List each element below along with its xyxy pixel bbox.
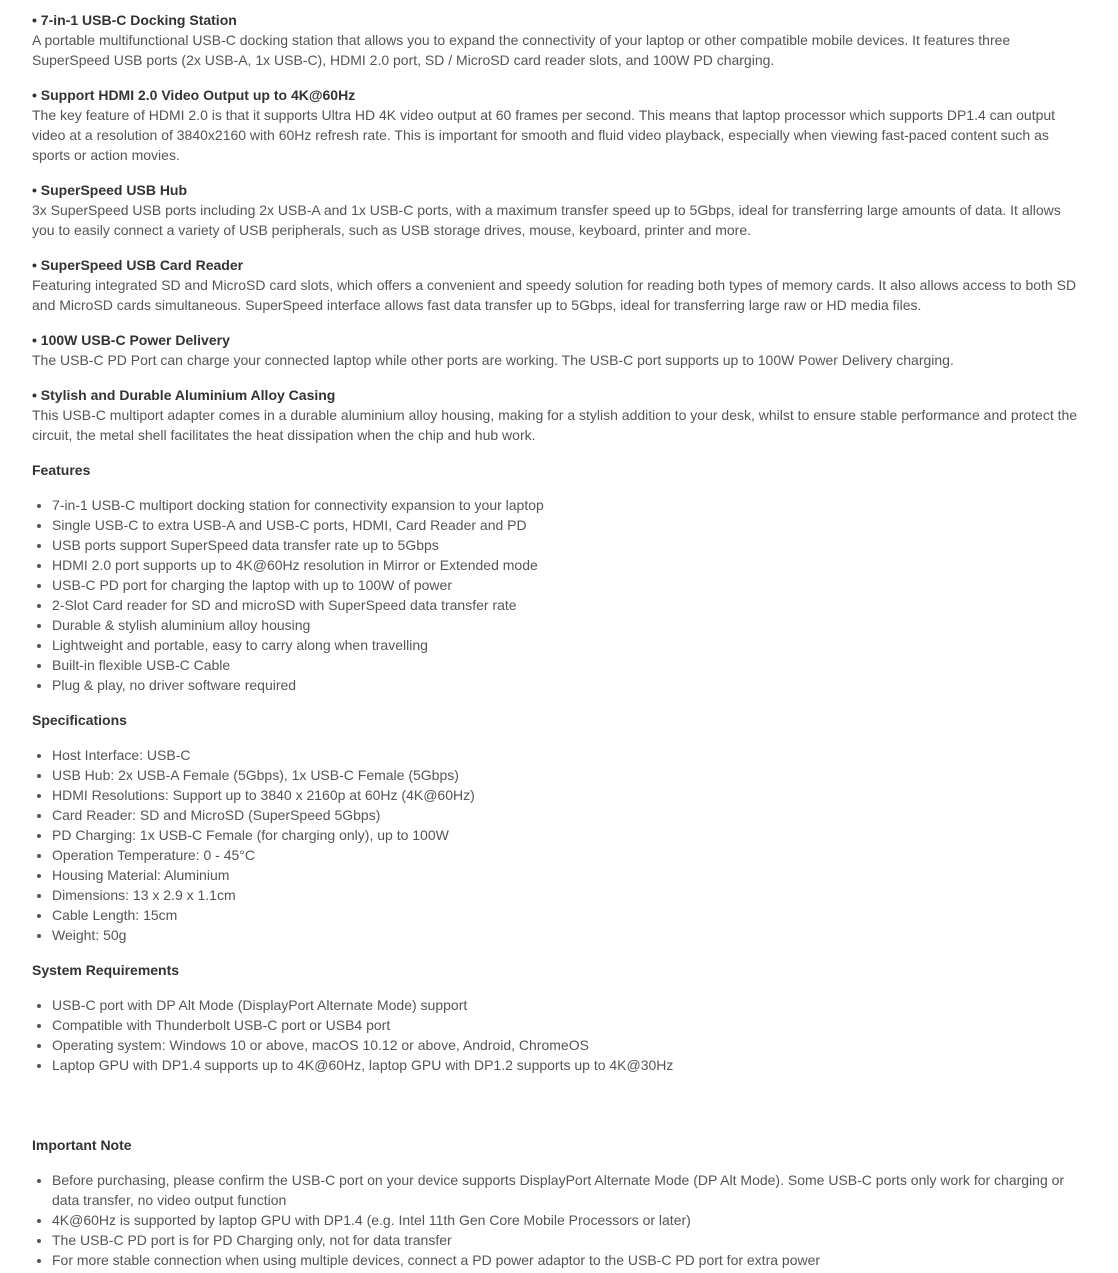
list-item: • 4K@60Hz is supported by laptop GPU with DP1.4 (e.g. Intel 11th Gen Core Mobile Processors or later): [52, 1210, 1078, 1230]
list-item: • Operation Temperature: 0 - 45°C: [52, 845, 1078, 865]
list-item: • 7-in-1 USB-C multiport docking station for connectivity expansion to your laptop: [52, 495, 1078, 515]
list-item: • The USB-C PD port is for PD Charging only, not for data transfer: [52, 1230, 1078, 1250]
list-item: • Lightweight and portable, easy to carry along when travelling: [52, 635, 1078, 655]
list-item: • Single USB-C to extra USB-A and USB-C ports, HDMI, Card Reader and PD: [52, 515, 1078, 535]
list-item: • PD Charging: 1x USB-C Female (for charging only), up to 100W: [52, 825, 1078, 845]
list-item: • Housing Material: Aluminium: [52, 865, 1078, 885]
section-usb-hub: [32, 180, 1078, 240]
list-item: • Dimensions: 13 x 2.9 x 1.1cm: [52, 885, 1078, 905]
features-list: [32, 495, 1078, 695]
system-requirements-list: [32, 995, 1078, 1075]
section-title: • Stylish and Durable Aluminium Alloy Casing: [32, 387, 336, 403]
list-item: • HDMI Resolutions: Support up to 3840 x 2160p at 60Hz (4K@60Hz): [52, 785, 1078, 805]
system-requirements-heading: System Requirements: [32, 962, 180, 978]
important-note-list: [32, 1170, 1078, 1270]
important-note-heading: Important Note: [32, 1137, 132, 1153]
list-item: • Plug & play, no driver software required: [52, 675, 1078, 695]
section-body: The USB-C PD Port can charge your connected laptop while other ports are working. The USB-C port supports up to 100W Power Delivery charging.: [32, 352, 954, 368]
features-heading: Features: [32, 462, 91, 478]
list-item: • Operating system: Windows 10 or above, macOS 10.12 or above, Android, ChromeOS: [52, 1035, 1078, 1055]
list-item: • USB ports support SuperSpeed data transfer rate up to 5Gbps: [52, 535, 1078, 555]
section-casing: [32, 385, 1078, 445]
section-body: This USB-C multiport adapter comes in a durable aluminium alloy housing, making for a stylish addition to your desk, whilst to ensure stable performance and protect the circuit, the metal shell facilitates the heat dissipation when the chip and hub work.: [32, 407, 1078, 443]
section-body: The key feature of HDMI 2.0 is that it supports Ultra HD 4K video output at 60 frames per second. This means that laptop processor which supports DP1.4 can output video at a resolution of 3840x2160 with 60Hz refresh rate. This is important for smooth and fluid video playback, especially when viewing fast-paced content such as sports or action movies.: [32, 107, 1056, 163]
list-item: • USB-C PD port for charging the laptop with up to 100W of power: [52, 575, 1078, 595]
list-item: • Laptop GPU with DP1.4 supports up to 4K@60Hz, laptop GPU with DP1.2 supports up to 4K@30Hz: [52, 1055, 1078, 1075]
list-item: • USB-C port with DP Alt Mode (DisplayPort Alternate Mode) support: [52, 995, 1078, 1015]
list-item: • USB Hub: 2x USB-A Female (5Gbps), 1x USB-C Female (5Gbps): [52, 765, 1078, 785]
list-item: • Compatible with Thunderbolt USB-C port or USB4 port: [52, 1015, 1078, 1035]
section-title: • 100W USB-C Power Delivery: [32, 332, 230, 348]
list-item: • HDMI 2.0 port supports up to 4K@60Hz resolution in Mirror or Extended mode: [52, 555, 1078, 575]
list-item: • Durable & stylish aluminium alloy housing: [52, 615, 1078, 635]
section-body: A portable multifunctional USB-C docking station that allows you to expand the connectivity of your laptop or other compatible mobile devices. It features three SuperSpeed USB ports (2x USB-A, 1x USB-C), HDMI 2.0 port, SD / MicroSD card reader slots, and 100W PD charging.: [32, 32, 1011, 68]
section-title: • Support HDMI 2.0 Video Output up to 4K@60Hz: [32, 87, 356, 103]
list-item: • Host Interface: USB-C: [52, 745, 1078, 765]
section-docking-station: [32, 10, 1078, 70]
section-body: 3x SuperSpeed USB ports including 2x USB-A and 1x USB-C ports, with a maximum transfer speed up to 5Gbps, ideal for transferring large amounts of data. It allows you to easily connect a variety of USB peripherals, such as USB storage drives, mouse, keyboard, printer and more.: [32, 202, 1061, 238]
section-power-delivery: [32, 330, 1078, 370]
specifications-heading: Specifications: [32, 712, 127, 728]
section-title: • 7-in-1 USB-C Docking Station: [32, 12, 237, 28]
section-title: • SuperSpeed USB Card Reader: [32, 257, 244, 273]
section-title: • SuperSpeed USB Hub: [32, 182, 188, 198]
list-item: • Card Reader: SD and MicroSD (SuperSpeed 5Gbps): [52, 805, 1078, 825]
list-item: • Cable Length: 15cm: [52, 905, 1078, 925]
spacer: [32, 1090, 1078, 1135]
list-item: • 2-Slot Card reader for SD and microSD with SuperSpeed data transfer rate: [52, 595, 1078, 615]
section-hdmi: [32, 85, 1078, 165]
section-card-reader: [32, 255, 1078, 315]
list-item: • Weight: 50g: [52, 925, 1078, 945]
list-item: • For more stable connection when using multiple devices, connect a PD power adaptor to the USB-C PD port for extra power: [52, 1250, 1078, 1270]
specifications-list: [32, 745, 1078, 945]
list-item: • Built-in flexible USB-C Cable: [52, 655, 1078, 675]
list-item: • Before purchasing, please confirm the USB-C port on your device supports DisplayPort Alternate Mode (DP Alt Mode). Some USB-C ports only work for charging or data transfer, no video output function: [52, 1170, 1078, 1210]
section-body: Featuring integrated SD and MicroSD card slots, which offers a convenient and speedy solution for reading both types of memory cards. It also allows access to both SD and MicroSD cards simultaneous. SuperSpeed interface allows fast data transfer up to 5Gbps, ideal for transferring large raw or HD media files.: [32, 277, 1077, 313]
